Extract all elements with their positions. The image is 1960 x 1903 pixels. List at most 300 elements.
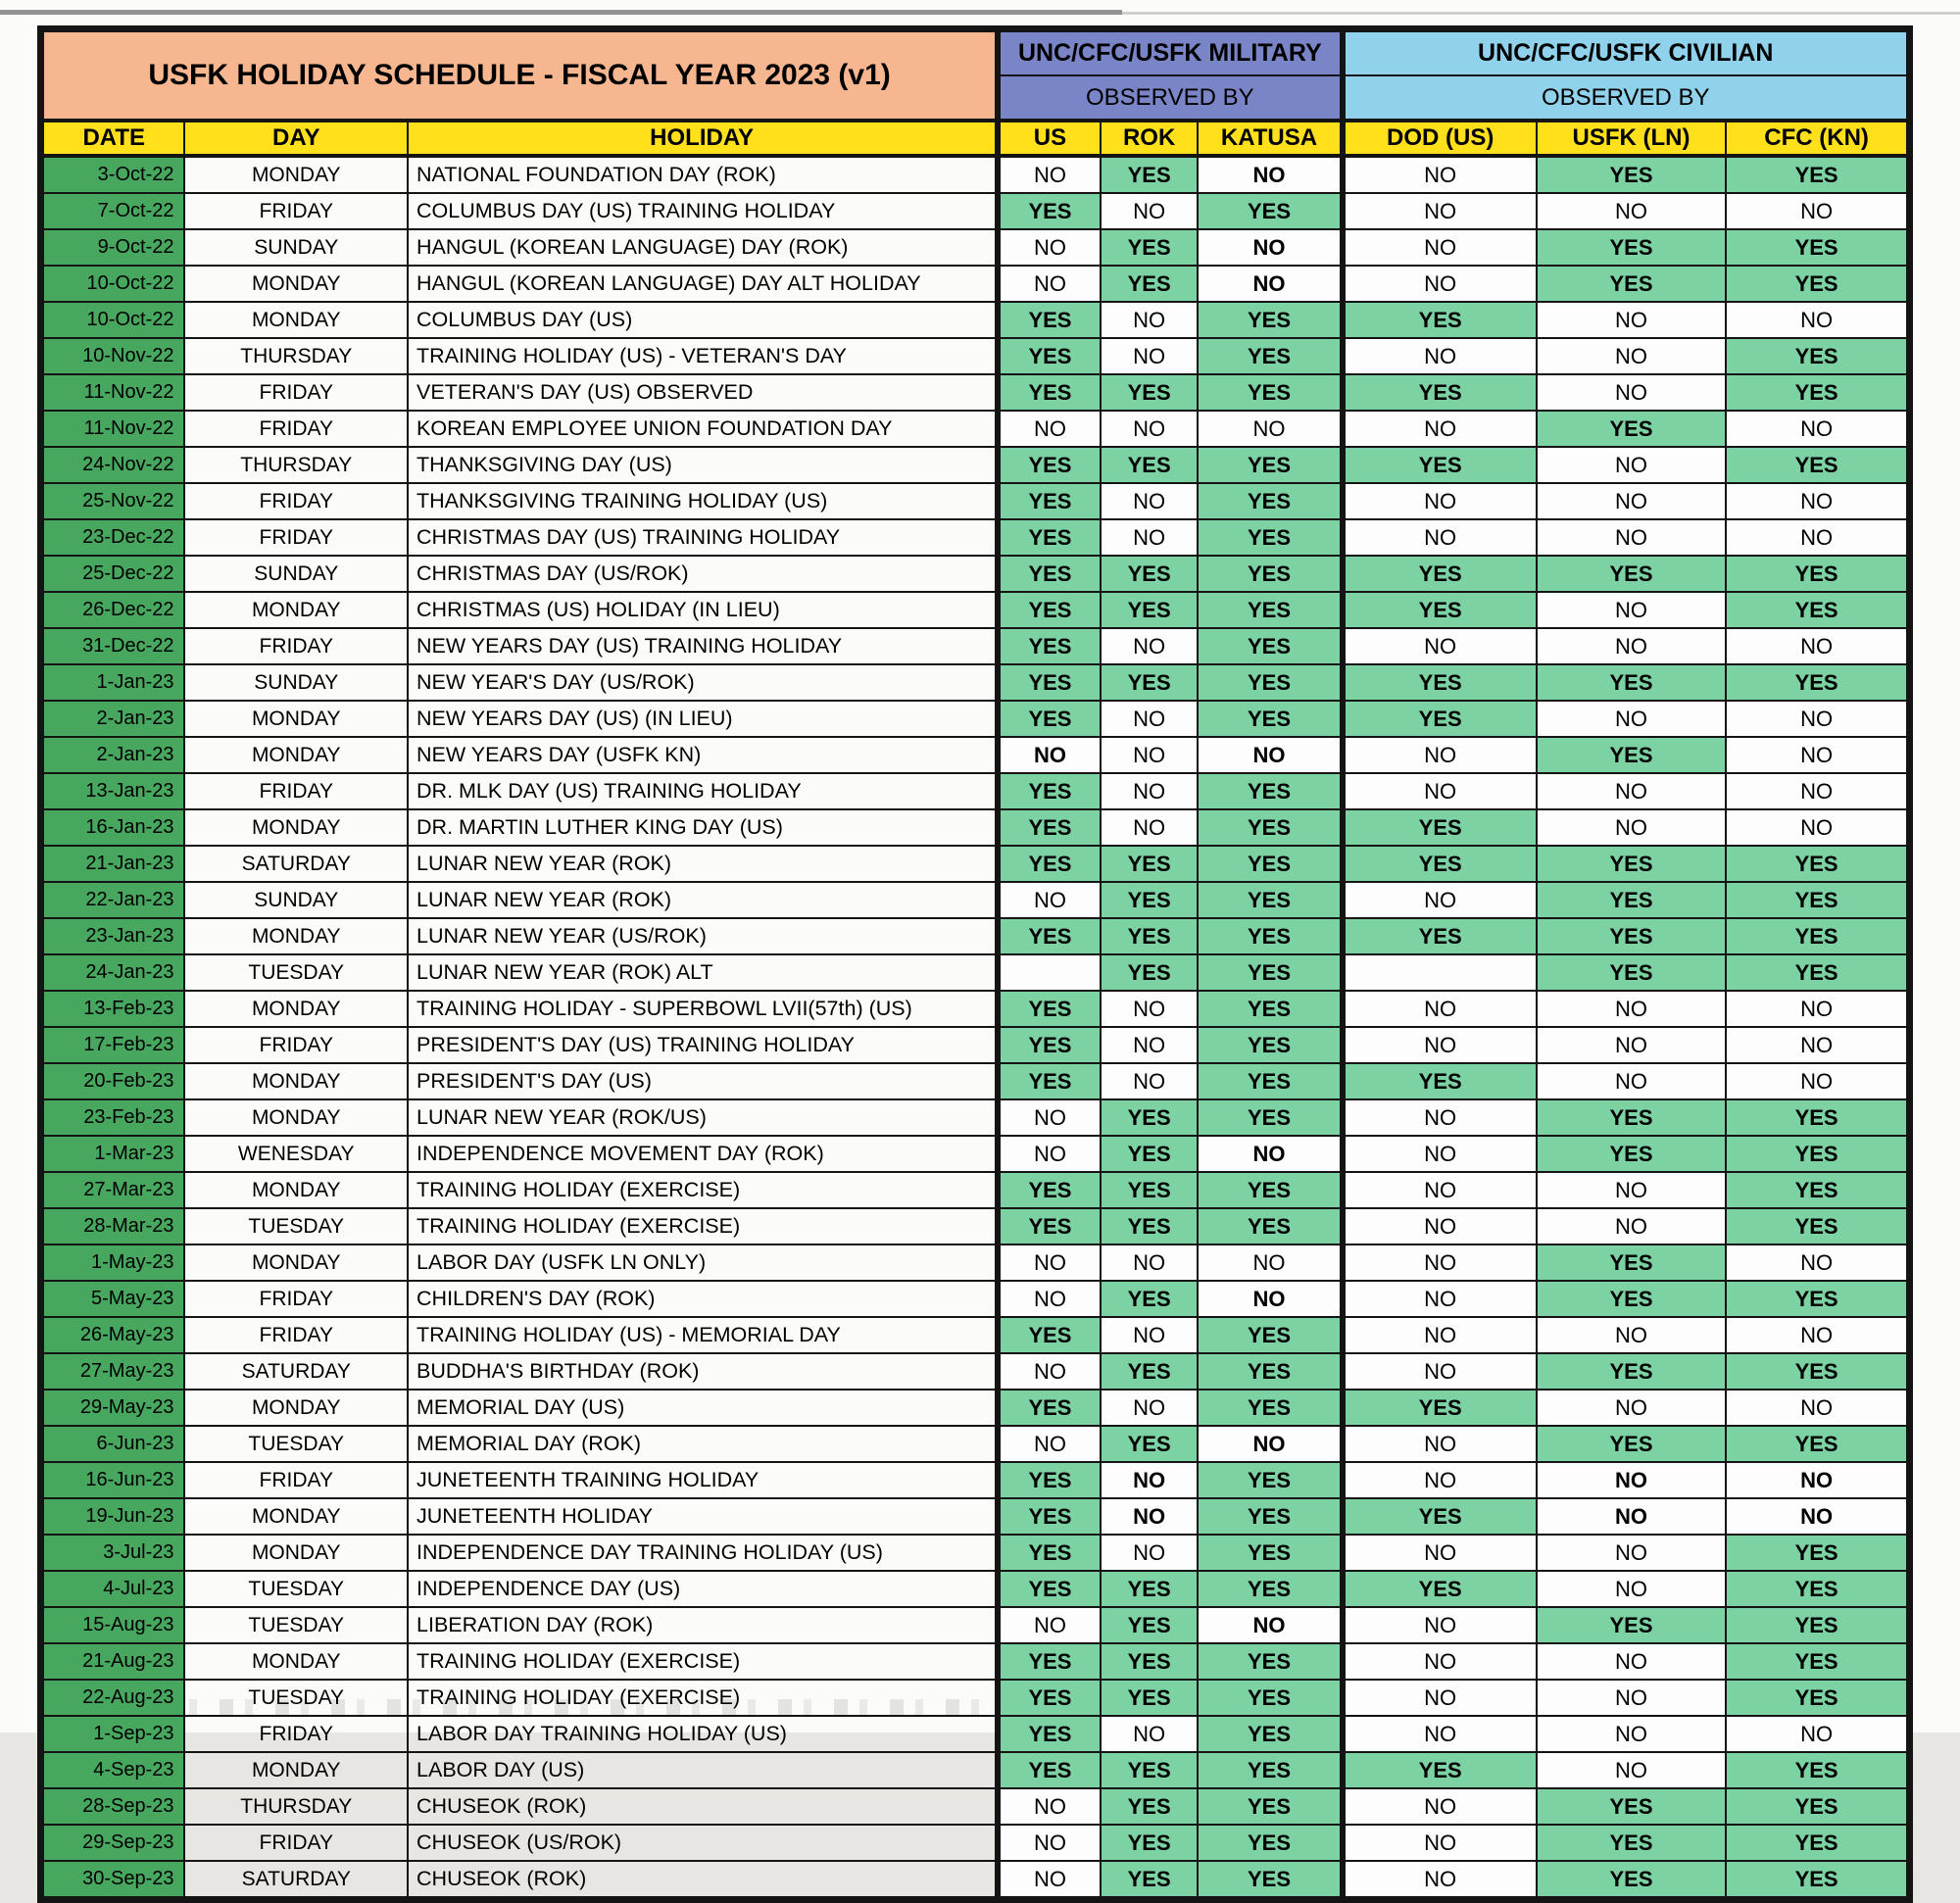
value-cell: YES — [1198, 1643, 1342, 1680]
holiday-cell: COLUMBUS DAY (US) TRAINING HOLIDAY — [408, 193, 998, 229]
value-cell: YES — [1101, 1208, 1199, 1244]
table-row — [41, 1099, 1910, 1136]
value-cell: NO — [1537, 1535, 1726, 1571]
value-cell: NO — [1726, 773, 1909, 809]
value-cell: NO — [1343, 1426, 1537, 1462]
value-cell: YES — [1726, 447, 1909, 483]
day-cell: MONDAY — [184, 918, 408, 954]
date-cell: 29-May-23 — [41, 1390, 185, 1426]
table-row — [41, 1788, 1910, 1825]
holiday-cell: TRAINING HOLIDAY (US) - MEMORIAL DAY — [408, 1317, 998, 1353]
day-cell: FRIDAY — [184, 1716, 408, 1752]
table-row — [41, 156, 1910, 193]
day-cell: TUESDAY — [184, 1208, 408, 1244]
day-cell: MONDAY — [184, 1063, 408, 1099]
value-cell: YES — [1198, 1462, 1342, 1498]
table-row — [41, 193, 1910, 229]
date-cell: 1-May-23 — [41, 1244, 185, 1281]
value-cell: NO — [1101, 701, 1199, 737]
date-cell: 21-Aug-23 — [41, 1643, 185, 1680]
value-cell: YES — [1726, 1136, 1909, 1172]
value-cell: YES — [998, 1680, 1101, 1716]
value-cell: NO — [1101, 1716, 1199, 1752]
value-cell: YES — [998, 773, 1101, 809]
table-row — [41, 1825, 1910, 1861]
value-cell: YES — [1726, 1353, 1909, 1390]
table-row — [41, 266, 1910, 302]
civilian-observed-by-label: OBSERVED BY — [1343, 75, 1910, 121]
holiday-schedule-table — [37, 25, 1913, 1903]
value-cell: NO — [1343, 411, 1537, 447]
value-cell: NO — [1537, 809, 1726, 846]
value-cell: YES — [1343, 1571, 1537, 1607]
date-cell: 10-Nov-22 — [41, 338, 185, 374]
value-cell: YES — [1101, 882, 1199, 918]
value-cell: YES — [1101, 1607, 1199, 1643]
date-cell: 22-Aug-23 — [41, 1680, 185, 1716]
value-cell: NO — [1343, 338, 1537, 374]
value-cell: YES — [1343, 664, 1537, 701]
col-header-holiday: HOLIDAY — [408, 121, 998, 156]
value-cell: YES — [1198, 1063, 1342, 1099]
value-cell: YES — [1537, 1861, 1726, 1900]
value-cell: YES — [1198, 773, 1342, 809]
holiday-cell: INDEPENDENCE DAY TRAINING HOLIDAY (US) — [408, 1535, 998, 1571]
value-cell: NO — [1101, 628, 1199, 664]
value-cell: NO — [1101, 1317, 1199, 1353]
day-cell: MONDAY — [184, 991, 408, 1027]
value-cell: YES — [1537, 266, 1726, 302]
page-title: USFK HOLIDAY SCHEDULE - FISCAL YEAR 2023 (v1) — [41, 29, 999, 122]
value-cell: YES — [1726, 1607, 1909, 1643]
value-cell: YES — [1343, 1390, 1537, 1426]
value-cell: YES — [1198, 701, 1342, 737]
table-row — [41, 1752, 1910, 1788]
date-cell: 26-May-23 — [41, 1317, 185, 1353]
holiday-cell: NEW YEARS DAY (USFK KN) — [408, 737, 998, 773]
value-cell: NO — [1726, 991, 1909, 1027]
holiday-cell: LUNAR NEW YEAR (ROK/US) — [408, 1099, 998, 1136]
date-cell: 28-Sep-23 — [41, 1788, 185, 1825]
holiday-cell: NEW YEAR'S DAY (US/ROK) — [408, 664, 998, 701]
value-cell: NO — [1537, 1390, 1726, 1426]
value-cell: NO — [1198, 737, 1342, 773]
value-cell: YES — [998, 1390, 1101, 1426]
value-cell: YES — [998, 338, 1101, 374]
value-cell: NO — [1537, 374, 1726, 411]
table-row — [41, 1861, 1910, 1900]
table-row — [41, 991, 1910, 1027]
value-cell: YES — [1726, 1752, 1909, 1788]
value-cell — [1343, 954, 1537, 991]
value-cell: YES — [1198, 302, 1342, 338]
value-cell: YES — [1537, 1788, 1726, 1825]
value-cell: YES — [1343, 302, 1537, 338]
value-cell: YES — [1198, 991, 1342, 1027]
day-cell: SUNDAY — [184, 229, 408, 266]
value-cell: NO — [1726, 1244, 1909, 1281]
value-cell: NO — [1343, 991, 1537, 1027]
day-cell: MONDAY — [184, 1535, 408, 1571]
table-row — [41, 882, 1910, 918]
value-cell: YES — [998, 556, 1101, 592]
value-cell: YES — [1343, 1498, 1537, 1535]
value-cell: NO — [1726, 483, 1909, 519]
value-cell: NO — [1198, 156, 1342, 193]
table-row — [41, 1643, 1910, 1680]
value-cell: YES — [998, 1535, 1101, 1571]
value-cell: YES — [1198, 1390, 1342, 1426]
date-cell: 27-Mar-23 — [41, 1172, 185, 1208]
scan-artifact-line — [0, 10, 1122, 15]
value-cell: NO — [998, 1099, 1101, 1136]
value-cell: NO — [1343, 519, 1537, 556]
value-cell: YES — [998, 1172, 1101, 1208]
day-cell: FRIDAY — [184, 374, 408, 411]
day-cell: FRIDAY — [184, 411, 408, 447]
date-cell: 28-Mar-23 — [41, 1208, 185, 1244]
value-cell: YES — [1343, 592, 1537, 628]
value-cell: YES — [998, 1208, 1101, 1244]
value-cell: YES — [1101, 592, 1199, 628]
value-cell: NO — [1343, 1353, 1537, 1390]
value-cell: YES — [1343, 809, 1537, 846]
holiday-cell: MEMORIAL DAY (ROK) — [408, 1426, 998, 1462]
day-cell: FRIDAY — [184, 1281, 408, 1317]
value-cell: NO — [1101, 338, 1199, 374]
value-cell: NO — [1343, 1535, 1537, 1571]
date-cell: 3-Jul-23 — [41, 1535, 185, 1571]
holiday-cell: TRAINING HOLIDAY (EXERCISE) — [408, 1643, 998, 1680]
value-cell: YES — [1726, 1788, 1909, 1825]
value-cell: YES — [1343, 556, 1537, 592]
holiday-cell: VETERAN'S DAY (US) OBSERVED — [408, 374, 998, 411]
value-cell: YES — [1198, 1208, 1342, 1244]
holiday-cell: CHRISTMAS DAY (US/ROK) — [408, 556, 998, 592]
date-cell: 22-Jan-23 — [41, 882, 185, 918]
table-row — [41, 447, 1910, 483]
value-cell: YES — [1537, 556, 1726, 592]
value-cell: YES — [1726, 229, 1909, 266]
holiday-cell: JUNETEENTH TRAINING HOLIDAY — [408, 1462, 998, 1498]
value-cell: YES — [1726, 1825, 1909, 1861]
value-cell: YES — [1537, 1353, 1726, 1390]
value-cell: NO — [1537, 628, 1726, 664]
day-cell: FRIDAY — [184, 628, 408, 664]
day-cell: FRIDAY — [184, 1317, 408, 1353]
value-cell: YES — [998, 483, 1101, 519]
value-cell: NO — [1101, 1462, 1199, 1498]
value-cell: NO — [1343, 156, 1537, 193]
value-cell: YES — [998, 1462, 1101, 1498]
date-cell: 2-Jan-23 — [41, 737, 185, 773]
military-section-header: UNC/CFC/USFK MILITARY — [998, 29, 1342, 76]
holiday-cell: LABOR DAY TRAINING HOLIDAY (US) — [408, 1716, 998, 1752]
holiday-cell: TRAINING HOLIDAY (EXERCISE) — [408, 1208, 998, 1244]
date-cell: 4-Sep-23 — [41, 1752, 185, 1788]
holiday-cell: HANGUL (KOREAN LANGUAGE) DAY ALT HOLIDAY — [408, 266, 998, 302]
holiday-cell: KOREAN EMPLOYEE UNION FOUNDATION DAY — [408, 411, 998, 447]
table-row — [41, 1353, 1910, 1390]
holiday-cell: JUNETEENTH HOLIDAY — [408, 1498, 998, 1535]
value-cell: NO — [998, 1353, 1101, 1390]
date-cell: 29-Sep-23 — [41, 1825, 185, 1861]
value-cell: NO — [1537, 991, 1726, 1027]
value-cell: YES — [1101, 1825, 1199, 1861]
value-cell: NO — [1726, 1716, 1909, 1752]
value-cell: YES — [1198, 1172, 1342, 1208]
value-cell: NO — [1537, 483, 1726, 519]
holiday-cell: CHUSEOK (ROK) — [408, 1788, 998, 1825]
day-cell: TUESDAY — [184, 954, 408, 991]
value-cell: NO — [1343, 773, 1537, 809]
value-cell: YES — [1198, 519, 1342, 556]
day-cell: MONDAY — [184, 1099, 408, 1136]
holiday-cell: NATIONAL FOUNDATION DAY (ROK) — [408, 156, 998, 193]
day-cell: FRIDAY — [184, 1462, 408, 1498]
date-cell: 1-Sep-23 — [41, 1716, 185, 1752]
table-row — [41, 374, 1910, 411]
table-row — [41, 1716, 1910, 1752]
value-cell: NO — [1101, 302, 1199, 338]
value-cell: YES — [998, 701, 1101, 737]
value-cell: NO — [1101, 991, 1199, 1027]
value-cell: YES — [1726, 1172, 1909, 1208]
value-cell: NO — [1343, 1281, 1537, 1317]
day-cell: SATURDAY — [184, 1353, 408, 1390]
value-cell: NO — [1726, 809, 1909, 846]
value-cell: YES — [1726, 954, 1909, 991]
value-cell: YES — [1726, 1208, 1909, 1244]
military-observed-by-label: OBSERVED BY — [998, 75, 1342, 121]
value-cell: YES — [1726, 1099, 1909, 1136]
value-cell: NO — [1537, 1208, 1726, 1244]
holiday-cell: CHILDREN'S DAY (ROK) — [408, 1281, 998, 1317]
holiday-cell: CHRISTMAS (US) HOLIDAY (IN LIEU) — [408, 592, 998, 628]
table-row — [41, 809, 1910, 846]
value-cell: NO — [1537, 592, 1726, 628]
value-cell: YES — [1343, 846, 1537, 882]
table-row — [41, 1535, 1910, 1571]
value-cell: YES — [1726, 1680, 1909, 1716]
value-cell: NO — [1726, 1390, 1909, 1426]
holiday-cell: CHUSEOK (US/ROK) — [408, 1825, 998, 1861]
value-cell: YES — [1726, 266, 1909, 302]
value-cell: NO — [1343, 1208, 1537, 1244]
holiday-cell: LABOR DAY (USFK LN ONLY) — [408, 1244, 998, 1281]
value-cell: NO — [1537, 1498, 1726, 1535]
date-cell: 4-Jul-23 — [41, 1571, 185, 1607]
date-cell: 11-Nov-22 — [41, 374, 185, 411]
civilian-section-header: UNC/CFC/USFK CIVILIAN — [1343, 29, 1910, 76]
value-cell: YES — [1101, 156, 1199, 193]
day-cell: TUESDAY — [184, 1571, 408, 1607]
value-cell: YES — [1537, 1607, 1726, 1643]
value-cell: YES — [998, 1571, 1101, 1607]
table-row — [41, 592, 1910, 628]
value-cell: NO — [1343, 483, 1537, 519]
table-row — [41, 556, 1910, 592]
date-cell: 23-Dec-22 — [41, 519, 185, 556]
value-cell: NO — [1726, 411, 1909, 447]
day-cell: SUNDAY — [184, 556, 408, 592]
value-cell: NO — [1537, 1317, 1726, 1353]
table-row — [41, 1317, 1910, 1353]
table-row — [41, 737, 1910, 773]
value-cell: YES — [1101, 918, 1199, 954]
value-cell: YES — [1726, 1571, 1909, 1607]
holiday-cell: PRESIDENT'S DAY (US) — [408, 1063, 998, 1099]
value-cell: YES — [1537, 411, 1726, 447]
day-cell: THURSDAY — [184, 1788, 408, 1825]
table-row — [41, 1462, 1910, 1498]
value-cell: YES — [1537, 229, 1726, 266]
value-cell: YES — [1198, 338, 1342, 374]
value-cell: YES — [1726, 338, 1909, 374]
value-cell: NO — [998, 1607, 1101, 1643]
table-row — [41, 1136, 1910, 1172]
value-cell: YES — [1726, 882, 1909, 918]
value-cell: NO — [1726, 1317, 1909, 1353]
value-cell: YES — [1101, 846, 1199, 882]
day-cell: MONDAY — [184, 156, 408, 193]
value-cell: YES — [998, 628, 1101, 664]
date-cell: 10-Oct-22 — [41, 266, 185, 302]
value-cell: NO — [1101, 1244, 1199, 1281]
value-cell: NO — [1198, 411, 1342, 447]
value-cell: NO — [1726, 1063, 1909, 1099]
date-cell: 16-Jan-23 — [41, 809, 185, 846]
value-cell: NO — [1343, 229, 1537, 266]
value-cell: YES — [998, 1716, 1101, 1752]
value-cell: YES — [1537, 156, 1726, 193]
date-cell: 1-Jan-23 — [41, 664, 185, 701]
day-cell: WENESDAY — [184, 1136, 408, 1172]
holiday-cell: INDEPENDENCE MOVEMENT DAY (ROK) — [408, 1136, 998, 1172]
value-cell: NO — [1101, 193, 1199, 229]
value-cell: NO — [1343, 1099, 1537, 1136]
value-cell: YES — [1198, 592, 1342, 628]
value-cell: NO — [1726, 737, 1909, 773]
value-cell: YES — [1198, 628, 1342, 664]
value-cell: YES — [1537, 1099, 1726, 1136]
holiday-cell: TRAINING HOLIDAY (EXERCISE) — [408, 1172, 998, 1208]
value-cell: NO — [1537, 447, 1726, 483]
holiday-cell: HANGUL (KOREAN LANGUAGE) DAY (ROK) — [408, 229, 998, 266]
table-row — [41, 483, 1910, 519]
value-cell: YES — [1198, 1027, 1342, 1063]
value-cell: NO — [1101, 1390, 1199, 1426]
col-header-usfk-ln: USFK (LN) — [1537, 121, 1726, 156]
table-row — [41, 1498, 1910, 1535]
value-cell: NO — [1537, 193, 1726, 229]
date-cell: 5-May-23 — [41, 1281, 185, 1317]
day-cell: THURSDAY — [184, 338, 408, 374]
value-cell: NO — [1726, 302, 1909, 338]
date-cell: 24-Jan-23 — [41, 954, 185, 991]
date-cell: 26-Dec-22 — [41, 592, 185, 628]
holiday-cell: BUDDHA'S BIRTHDAY (ROK) — [408, 1353, 998, 1390]
table-row — [41, 773, 1910, 809]
value-cell: YES — [998, 374, 1101, 411]
date-cell: 25-Dec-22 — [41, 556, 185, 592]
table-row — [41, 1281, 1910, 1317]
value-cell: YES — [1198, 882, 1342, 918]
date-cell: 30-Sep-23 — [41, 1861, 185, 1900]
day-cell: MONDAY — [184, 266, 408, 302]
value-cell: YES — [1198, 1680, 1342, 1716]
holiday-cell: NEW YEARS DAY (US) TRAINING HOLIDAY — [408, 628, 998, 664]
value-cell: YES — [1198, 556, 1342, 592]
value-cell: NO — [1537, 338, 1726, 374]
day-cell: FRIDAY — [184, 773, 408, 809]
value-cell: YES — [1101, 1643, 1199, 1680]
value-cell: YES — [1537, 737, 1726, 773]
value-cell: NO — [1198, 1281, 1342, 1317]
value-cell: YES — [1101, 1099, 1199, 1136]
value-cell: YES — [1198, 846, 1342, 882]
holiday-cell: LUNAR NEW YEAR (ROK) ALT — [408, 954, 998, 991]
value-cell: YES — [1101, 1172, 1199, 1208]
holiday-cell: LUNAR NEW YEAR (US/ROK) — [408, 918, 998, 954]
value-cell: YES — [1343, 918, 1537, 954]
value-cell: NO — [1537, 1172, 1726, 1208]
value-cell: YES — [998, 447, 1101, 483]
value-cell: YES — [1101, 664, 1199, 701]
value-cell: YES — [1726, 1426, 1909, 1462]
value-cell: YES — [1101, 1426, 1199, 1462]
value-cell: YES — [1101, 954, 1199, 991]
value-cell — [998, 954, 1101, 991]
holiday-cell: THANKSGIVING DAY (US) — [408, 447, 998, 483]
value-cell: NO — [1198, 1426, 1342, 1462]
value-cell: YES — [1198, 809, 1342, 846]
value-cell: NO — [998, 1788, 1101, 1825]
value-cell: YES — [1343, 374, 1537, 411]
value-cell: NO — [1343, 737, 1537, 773]
value-cell: NO — [998, 1861, 1101, 1900]
col-header-day: DAY — [184, 121, 408, 156]
value-cell: YES — [1198, 954, 1342, 991]
value-cell: YES — [998, 1027, 1101, 1063]
value-cell: YES — [1726, 1643, 1909, 1680]
table-row — [41, 229, 1910, 266]
table-row — [41, 1063, 1910, 1099]
value-cell: NO — [1101, 773, 1199, 809]
value-cell: NO — [1198, 1607, 1342, 1643]
day-cell: SATURDAY — [184, 846, 408, 882]
value-cell: NO — [1537, 1716, 1726, 1752]
value-cell: NO — [1198, 229, 1342, 266]
day-cell: SUNDAY — [184, 664, 408, 701]
table-row — [41, 338, 1910, 374]
value-cell: NO — [998, 1281, 1101, 1317]
table-row — [41, 1426, 1910, 1462]
day-cell: MONDAY — [184, 809, 408, 846]
table-row — [41, 701, 1910, 737]
value-cell: NO — [1343, 1027, 1537, 1063]
value-cell: NO — [998, 411, 1101, 447]
date-cell: 7-Oct-22 — [41, 193, 185, 229]
value-cell: NO — [1726, 1462, 1909, 1498]
value-cell: YES — [1101, 1680, 1199, 1716]
date-cell: 20-Feb-23 — [41, 1063, 185, 1099]
value-cell: NO — [1537, 519, 1726, 556]
value-cell: YES — [1198, 1571, 1342, 1607]
table-row — [41, 1607, 1910, 1643]
value-cell: YES — [1101, 266, 1199, 302]
value-cell: YES — [1537, 882, 1726, 918]
